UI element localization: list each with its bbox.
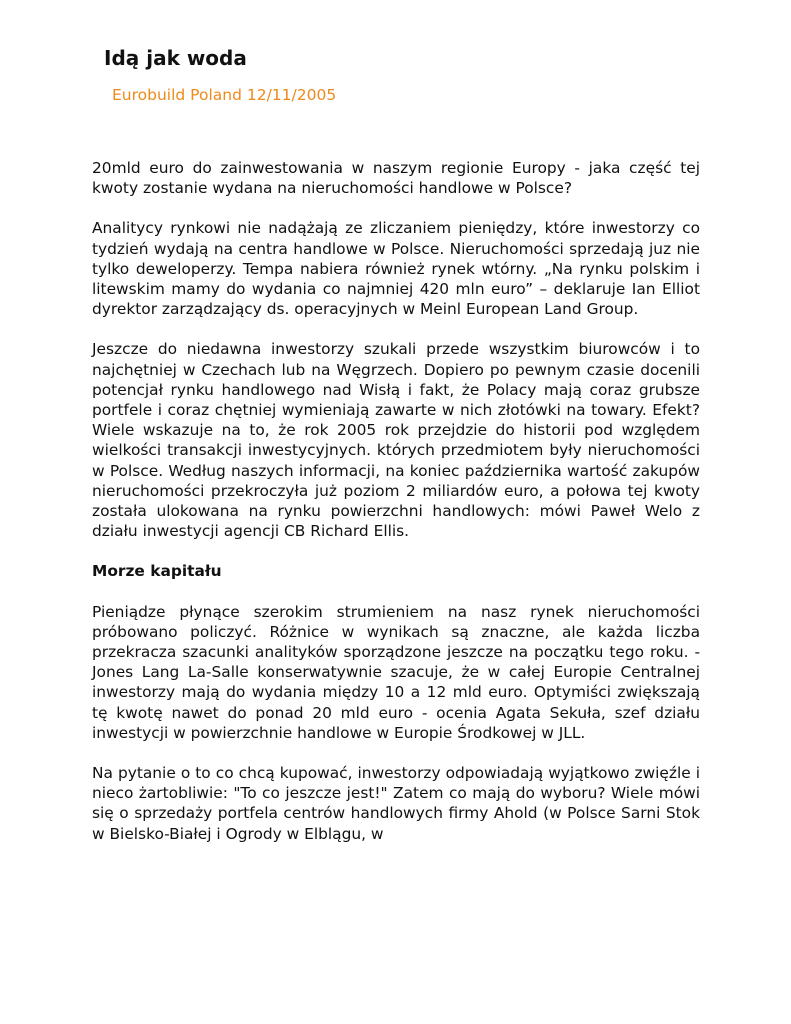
paragraph-5: Na pytanie o to co chcą kupować, inwestorzy odpowiadają wyjątkowo zwięźle i nieco żartobliwie: "To co jeszcze jest!" Zatem co mają do wyboru? Wiele mówi się o sprzedaży portfela centrów handlowych firmy Ahold (w Polsce Sarni Stok w Bielsko-Białej i Ogrody w Elblągu, w xyxy=(92,764,700,843)
paragraph-1: 20mld euro do zainwestowania w naszym regionie Europy - jaka część tej kwoty zostanie wydana na nieruchomości handlowe w Polsce? xyxy=(92,159,700,198)
document-title: Idą jak woda xyxy=(104,46,247,70)
paragraph-4: Pieniądze płynące szerokim strumieniem na nasz rynek nieruchomości próbowano policzyć. Różnice w wynikach są znaczne, ale każda liczba przekracza szacunki analityków sporządzone jeszcze na początku tego roku. - Jones Lang La-Salle konserwatywnie szacuje, że w całej Europie Centralnej inwestorzy mają do wydania między 10 a 12 mld euro. Optymiści zwiększają tę kwotę nawet do ponad 20 mld euro - ocenia Agata Sekuła, szef działu inwestycji w powierzchnie handlowe w Europie Środkowej w JLL. xyxy=(92,602,700,742)
article-body xyxy=(92,158,700,864)
paragraph-3: Jeszcze do niedawna inwestorzy szukali przede wszystkim biurowców i to najchętniej w Czechach lub na Węgrzech. Dopiero po pewnym czasie docenili potencjał rynku handlowego nad Wisłą i fakt, że Polacy mają coraz grubsze portfele i coraz chętniej wymieniają zawarte w nich złotówki na towary. Efekt? Wiele wskazuje na to, że rok 2005 rok przejdzie do historii pod względem wielkości transakcji inwestycyjnych. których przedmiotem były nieruchomości w Polsce. Według naszych informacji, na koniec października wartość zakupów nieruchomości przekroczyła już poziom 2 miliardów euro, a połowa tej kwoty została ulokowana na rynku powierzchni handlowych: mówi Paweł Welo z działu inwestycji agencji CB Richard Ellis. xyxy=(92,340,700,541)
section-heading: Morze kapitału xyxy=(92,562,222,581)
document-source: Eurobuild Poland 12/11/2005 xyxy=(112,86,337,104)
paragraph-2: Analitycy rynkowi nie nadążają ze zliczaniem pieniędzy, które inwestorzy co tydzień wydają na centra handlowe w Polsce. Nieruchomości sprzedają juz nie tylko deweloperzy. Tempa nabiera również rynek wtórny. „Na rynku polskim i litewskim mamy do wydania co najmniej 420 mln euro” – deklaruje Ian Elliot dyrektor zarządzający ds. operacyjnych w Meinl European Land Group. xyxy=(92,219,700,319)
